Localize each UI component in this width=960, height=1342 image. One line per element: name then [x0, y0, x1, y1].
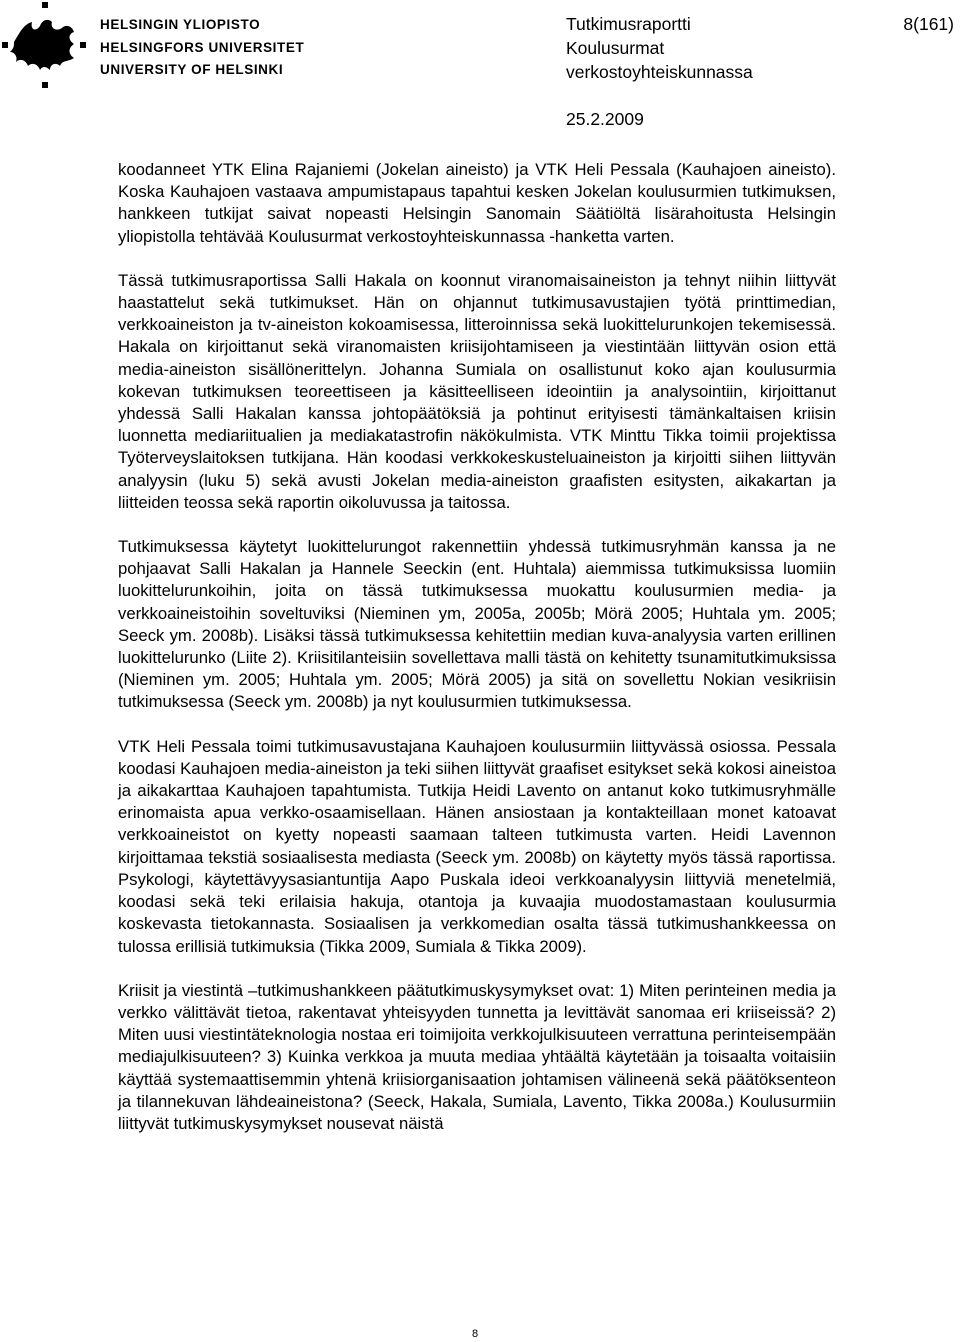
report-title-line-3: verkostoyhteiskunnassa [566, 62, 753, 82]
paragraph: Tässä tutkimusraportissa Salli Hakala on koonnut viranomaisaineiston ja tehnyt niihin liittyvät haastattelut sekä tutkimukset. Hän on ohjannut tutkimusavustajien työtä printtimedian, verkkoaineiston ja tv-aineiston kokoamisessa, litteroinnissa sekä luokittelurunkojen tekemisessä. Hakala on kirjoittanut sekä viranomaisten kriisijohtamiseen ja viestintään liittyvän osion että media-aineiston sisällönerittelyn. Johanna Sumiala on osallistunut koko ajan koulusurmia kokevan tutkimuksen teoreettiseen ja käsitteelliseen ideointiin ja analysointiin, kirjoittanut yhdessä Salli Hakalan kanssa johtopäätöksiä ja pohtinut erityisesti tämänkaltaisen kriisin luonnetta mediariitualien ja mediakatastrofin näkökulmista. VTK Minttu Tikka toimii projektissa Työterveyslaitoksen tutkijana. Hän koodasi verkkokeskusteluaineiston ja kirjoitti siihen liittyvän analyysin (luku 5) sekä avusti Jokelan media-aineiston graafisten esitysten, aikakartan ja liitteiden teossa sekä raportin oikoluvussa ja taitossa. [118, 270, 836, 512]
university-name-en: UNIVERSITY OF HELSINKI [100, 62, 284, 77]
body-text [118, 159, 836, 1135]
university-name-sv: HELSINGFORS UNIVERSITET [100, 39, 305, 55]
university-name-fi: HELSINGIN YLIOPISTO [100, 17, 261, 32]
report-title-line-1: Tutkimusraportti [566, 14, 691, 34]
paragraph: Tutkimuksessa käytetyt luokittelurungot rakennettiin yhdessä tutkimusryhmän kanssa ja ne pohjaavat Salli Hakalan ja Hannele Seeckin (ent. Huhtala) aiemmissa tutkimuksissa luomiin luokittelurunkoihin, joita on tässä tutkimuksessa muokattu koulusurmien media- ja verkkoaineistoihin soveltuviksi (Nieminen ym, 2005a, 2005b; Mörä 2005; Huhtala ym. 2005; Seeck ym. 2008b). Lisäksi tässä tutkimuksessa kehitettiin median kuva-analyysia varten erillinen luokittelurunko (Liite 2). Kriisitilanteisiin sovellettava malli tästä on kehitetty tsunamitutkimuksissa (Nieminen ym. 2005; Huhtala ym. 2005; Mörä 2005) ja sitä on sovellettu Nokian vesikriisin tutkimuksessa (Seeck ym. 2008b) ja nyt koulusurmien tutkimuksessa. [118, 537, 836, 712]
footer-page-number: 8 [472, 1328, 479, 1340]
university-logo [2, 2, 86, 90]
report-title-line-2: Koulusurmat [566, 38, 665, 58]
report-header [566, 12, 753, 131]
university-names [100, 14, 304, 82]
helsinki-flame-logo-icon [2, 2, 86, 90]
report-date: 25.2.2009 [566, 109, 644, 129]
page-indicator: 8(161) [903, 14, 954, 34]
paragraph: VTK Heli Pessala toimi tutkimusavustajana Kauhajoen koulusurmiin liittyvässä osiossa. Pessala koodasi Kauhajoen media-aineiston ja teki siihen liittyvät graafiset esitykset sekä kokosi aineistoa ja aikakarttaa Kauhajoen tapahtumista. Tutkija Heidi Lavento on antanut koko tutkimusryhmälle erinomaista apua verkko-osaamisellaan. Hänen ansiostaan ja kontakteillaan monet katoavat verkkoaineistot on kyetty nopeasti saamaan talteen tutkimusta varten. Heidi Lavennon kirjoittamaa tekstiä sosiaalisesta mediasta (Seeck ym. 2008b) on käytetty myös tässä raportissa. Psykologi, käytettävyysasiantuntija Aapo Puskala ideoi verkkoanalyysin liittyviä menetelmiä, koodasi sekä teki erilaisia hakuja, otantoja ja kuvaajia muodostamastaan koulusurmia koskevasta tietokannasta. Sosiaalisen ja verkkomedian osalta tässä tutkimushankkeessa on tulossa erillisiä tutkimuksia (Tikka 2009, Sumiala & Tikka 2009). [118, 736, 836, 956]
paragraph: koodanneet YTK Elina Rajaniemi (Jokelan aineisto) ja VTK Heli Pessala (Kauhajoen aineisto). Koska Kauhajoen vastaava ampumistapaus tapahtui kesken Jokelan koulusurmien tutkimuksen, hankkeen tutkijat saivat nopeasti Helsingin Sanomain Säätiöltä lisärahoitusta Helsingin yliopistolla tehtävää Koulusurmat verkostoyhteiskunnassa -hanketta varten. [118, 160, 836, 246]
paragraph: Kriisit ja viestintä –tutkimushankkeen päätutkimuskysymykset ovat: 1) Miten perinteinen media ja verkko välittävät tietoa, rakentavat yhteisyyden tunnetta ja levittävät sanomaa eri kriiseissä? 2) Miten uusi viestintäteknologia nostaa eri toimijoita verkkojulkisuuteen verrattuna perinteisempään mediajulkisuuteen? 3) Kuinka verkkoa ja muuta mediaa yhtäältä käytetään ja toisaalta voitaisiin käyttää systemaattisemmin yhtenä kriisiorganisaation johtamisen välineenä sekä päätöksenteon ja tilannekuvan lähdeaineistona? (Seeck, Hakala, Sumiala, Lavento, Tikka 2008a.) Koulusurmiin liittyvät tutkimuskysymykset nousevat näistä [118, 980, 836, 1133]
